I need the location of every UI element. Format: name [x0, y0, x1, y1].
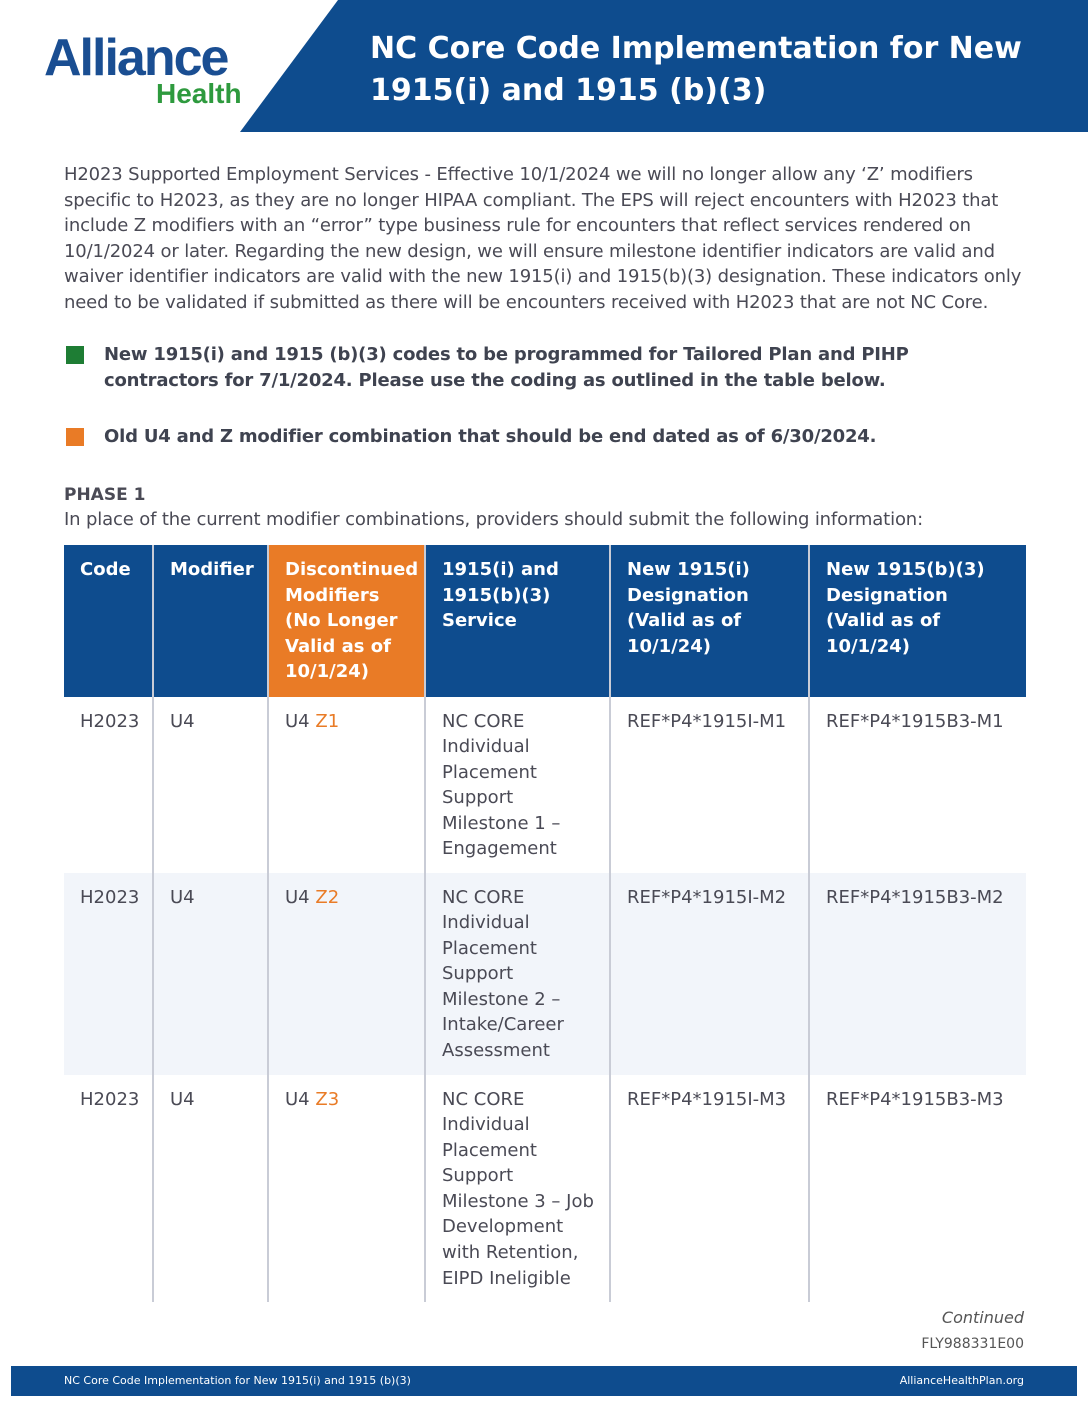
legend-old-codes — [64, 424, 1024, 450]
column-header-modifier: Modifier — [153, 545, 268, 697]
cell-1915i-designation: REF*P4*1915I-M1 — [610, 697, 809, 873]
table-row — [64, 873, 1026, 1075]
cell-code: H2023 — [64, 873, 153, 1075]
intro-paragraph: H2023 Supported Employment Services - Effective 10/1/2024 we will no longer allow any ‘Z’ modifiers specific to H2023, as they are no longer HIPAA compliant. The EPS will reject encounters with H2023 that include Z modifiers with an “error” type business rule for encounters that reflect services rendered on 10/1/2024 or later. Regarding the new design, we will ensure milestone identifier indicators are valid and waiver identifier indicators are valid with the new 1915(i) and 1915(b)(3) designation. These indicators only need to be validated if submitted as there will be encounters received with H2023 that are not NC Core. — [64, 164, 1022, 313]
logo-subtitle: Health — [156, 78, 242, 109]
cell-code: H2023 — [64, 697, 153, 873]
cell-1915b3-designation: REF*P4*1915B3-M1 — [826, 710, 1004, 732]
cell-1915b3-designation: REF*P4*1915B3-M3 — [826, 1088, 1004, 1110]
column-header-code: Code — [64, 545, 153, 697]
cell-1915b3-designation: REF*P4*1915B3-M2 — [809, 873, 1026, 1075]
phase-title: PHASE 1 — [64, 485, 146, 505]
disc-z-modifier: Z1 — [315, 710, 340, 732]
cell-modifier: U4 — [153, 697, 268, 873]
continued-note: Continued — [941, 1308, 1024, 1327]
page-footer — [11, 1366, 1077, 1396]
cell-modifier: U4 — [153, 1075, 268, 1302]
column-header-discontinued-modifiers: Discontinued Modifiers (No Longer Valid as of 10/1/24) — [268, 545, 425, 697]
table-row — [64, 697, 1026, 873]
cell-modifier: U4 — [153, 873, 268, 1075]
phase-description: In place of the current modifier combinations, providers should submit the following information: — [64, 509, 923, 530]
cell-service: NC CORE Individual Placement Support Milestone 3 – Job Development with Retention, EIPD Ineligible — [425, 1075, 610, 1302]
logo-wordmark: Alliance — [44, 29, 228, 87]
cell-service: NC CORE Individual Placement Support Milestone 1 – Engagement — [425, 697, 610, 873]
legend-new-codes-text: New 1915(i) and 1915 (b)(3) codes to be programmed for Tailored Plan and PIHP contractors for 7/1/2024. Please use the coding as outlined in the table below. — [104, 344, 909, 391]
table-header-row — [64, 545, 1026, 697]
page-title: NC Core Code Implementation for New 1915(i) and 1915 (b)(3) — [370, 31, 1022, 108]
legend-old-codes-text: Old U4 and Z modifier combination that should be end dated as of 6/30/2024. — [104, 426, 877, 447]
column-header-1915b3-designation: New 1915(b)(3) Designation (Valid as of 10/1/24) — [809, 545, 1026, 697]
footer-title: NC Core Code Implementation for New 1915(i) and 1915 (b)(3) — [64, 1374, 411, 1387]
disc-prefix: U4 — [285, 1088, 310, 1110]
cell-discontinued-modifier — [268, 1075, 425, 1302]
green-square-icon — [66, 346, 84, 364]
footer-website-link[interactable]: AllianceHealthPlan.org — [899, 1374, 1024, 1387]
disc-prefix: U4 — [285, 710, 310, 732]
alliance-health-logo — [44, 30, 254, 110]
disc-prefix: U4 — [285, 886, 310, 908]
cell-code: H2023 — [64, 1075, 153, 1302]
table-row — [64, 1075, 1026, 1302]
document-id: FLY988331E00 — [921, 1336, 1024, 1352]
disc-z-modifier: Z3 — [315, 1088, 340, 1110]
legend-new-codes — [64, 342, 1024, 394]
column-header-service: 1915(i) and 1915(b)(3) Service — [425, 545, 610, 697]
page-header — [0, 0, 1088, 132]
orange-square-icon — [66, 428, 84, 446]
cell-1915i-designation: REF*P4*1915I-M2 — [610, 873, 809, 1075]
cell-discontinued-modifier — [268, 873, 425, 1075]
column-header-1915i-designation: New 1915(i) Designation (Valid as of 10/1/24) — [610, 545, 809, 697]
cell-1915i-designation: REF*P4*1915I-M3 — [610, 1075, 809, 1302]
disc-z-modifier: Z2 — [315, 886, 340, 908]
cell-discontinued-modifier — [268, 697, 425, 873]
code-table — [64, 545, 1026, 1302]
cell-service: NC CORE Individual Placement Support Milestone 2 – Intake/Career Assessment — [425, 873, 610, 1075]
